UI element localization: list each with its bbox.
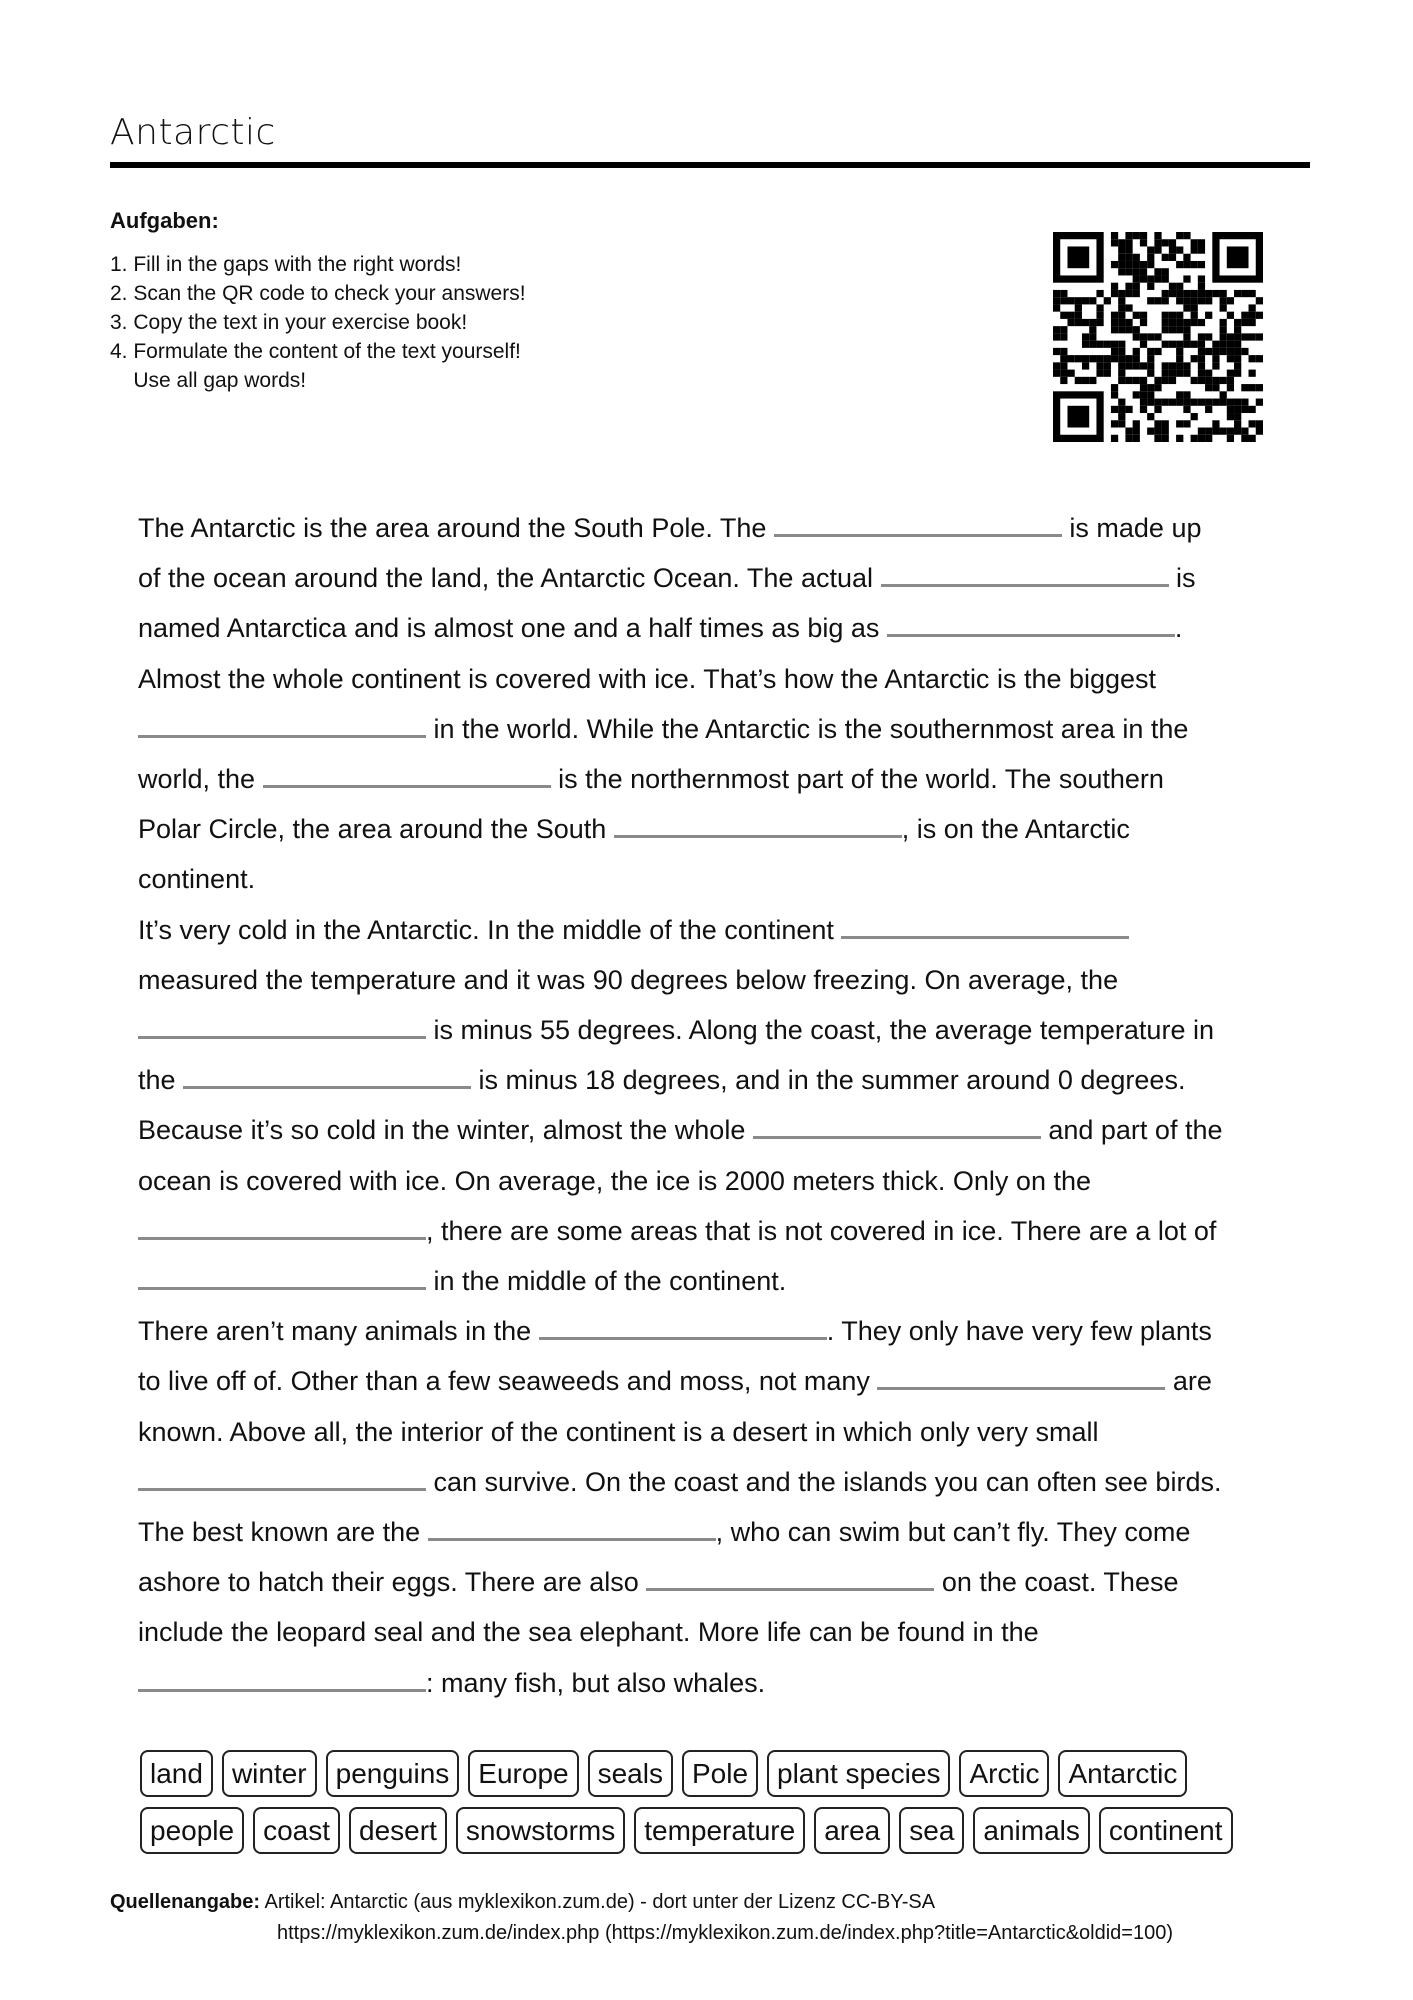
- qr-code-icon[interactable]: [1053, 232, 1263, 442]
- word-chip[interactable]: Europe: [468, 1750, 578, 1797]
- text-segment: continent.: [138, 864, 256, 895]
- text-segment: in the middle of the continent.: [426, 1266, 787, 1297]
- text-segment: to live off of. Other than a few seaweeds and moss, not many: [138, 1366, 878, 1397]
- gap-blank[interactable]: [539, 1315, 827, 1340]
- title-rule: [110, 162, 1310, 168]
- text-segment: , is on the Antarctic: [901, 814, 1130, 845]
- text-line: [138, 1356, 1288, 1406]
- text-segment: the: [138, 1065, 184, 1096]
- page-title: Antarctic: [110, 112, 276, 153]
- source-label: Quellenangabe:: [110, 1891, 261, 1913]
- text-segment: named Antarctica and is almost one and a half times as big as: [138, 613, 887, 644]
- text-segment: ashore to hatch their eggs. There are also: [138, 1567, 647, 1598]
- text-line: [138, 854, 1288, 904]
- text-line: [138, 1055, 1288, 1105]
- text-line: [138, 553, 1288, 603]
- gap-blank[interactable]: [614, 813, 902, 838]
- word-bank: [140, 1750, 1233, 1864]
- word-chip[interactable]: winter: [222, 1750, 317, 1797]
- task-item: Use all gap words!: [110, 369, 307, 392]
- text-line: [138, 1156, 1288, 1206]
- text-segment: in the world. While the Antarctic is the southernmost area in the: [426, 713, 1189, 744]
- text-line: [138, 754, 1288, 804]
- text-segment: ocean is covered with ice. On average, the ice is 2000 meters thick. Only on the: [138, 1165, 1091, 1196]
- text-line: [138, 1507, 1288, 1557]
- word-chip[interactable]: land: [140, 1750, 213, 1797]
- task-list: [110, 250, 526, 395]
- word-chip[interactable]: snowstorms: [456, 1807, 625, 1854]
- text-segment: can survive. On the coast and the islands you can often see birds.: [426, 1466, 1222, 1497]
- gap-blank[interactable]: [138, 1215, 426, 1240]
- text-segment: The best known are the: [138, 1517, 428, 1548]
- gap-blank[interactable]: [753, 1114, 1041, 1139]
- tasks-heading: Aufgaben:: [110, 208, 219, 233]
- gap-blank[interactable]: [263, 763, 551, 788]
- text-segment: and part of the: [1040, 1115, 1223, 1146]
- word-bank-row: [140, 1750, 1233, 1797]
- text-segment: . They only have very few plants: [826, 1316, 1212, 1347]
- text-segment: , there are some areas that is not covered in ice. There are a lot of: [426, 1215, 1217, 1246]
- source-line-2: https://myklexikon.zum.de/index.php (https://myklexikon.zum.de/index.php?title=Antarctic&oldid=100): [277, 1922, 1174, 1944]
- text-segment: on the coast. These: [934, 1567, 1179, 1598]
- text-segment: are: [1165, 1366, 1212, 1397]
- task-item: 2. Scan the QR code to check your answers!: [110, 282, 526, 305]
- text-segment: is minus 55 degrees. Along the coast, the average temperature in: [426, 1015, 1214, 1046]
- source-citation: [110, 1887, 1173, 1949]
- gap-blank[interactable]: [881, 562, 1169, 587]
- gap-blank[interactable]: [428, 1516, 716, 1541]
- word-chip[interactable]: Arctic: [959, 1750, 1049, 1797]
- text-segment: is the northernmost part of the world. The southern: [550, 764, 1164, 795]
- text-line: [138, 654, 1288, 704]
- text-segment: known. Above all, the interior of the continent is a desert in which only very small: [138, 1416, 1099, 1447]
- text-line: [138, 1206, 1288, 1256]
- word-bank-row: [140, 1807, 1233, 1854]
- word-chip[interactable]: people: [140, 1807, 244, 1854]
- text-line: [138, 704, 1288, 754]
- text-line: [138, 905, 1288, 955]
- source-line-1: Artikel: Antarctic (aus myklexikon.zum.de) - dort unter der Lizenz CC-BY-SA: [260, 1891, 936, 1913]
- gap-blank[interactable]: [138, 1667, 426, 1692]
- text-line: [138, 955, 1288, 1005]
- word-chip[interactable]: area: [814, 1807, 890, 1854]
- text-line: [138, 1557, 1288, 1607]
- text-segment: measured the temperature and it was 90 degrees below freezing. On average, the: [138, 964, 1119, 995]
- gap-blank[interactable]: [877, 1365, 1165, 1390]
- text-line: [138, 1607, 1288, 1657]
- task-item: 3. Copy the text in your exercise book!: [110, 311, 468, 334]
- text-line: [138, 1256, 1288, 1306]
- word-chip[interactable]: coast: [253, 1807, 340, 1854]
- text-segment: is: [1168, 563, 1196, 594]
- text-segment: is minus 18 degrees, and in the summer around 0 degrees.: [471, 1065, 1186, 1096]
- word-chip[interactable]: seals: [588, 1750, 673, 1797]
- gap-blank[interactable]: [774, 512, 1062, 537]
- word-chip[interactable]: penguins: [326, 1750, 460, 1797]
- gap-blank[interactable]: [646, 1566, 934, 1591]
- gap-blank[interactable]: [138, 713, 426, 738]
- text-segment: world, the: [138, 764, 263, 795]
- word-chip[interactable]: continent: [1099, 1807, 1233, 1854]
- text-segment: There aren’t many animals in the: [138, 1316, 539, 1347]
- word-chip[interactable]: Antarctic: [1058, 1750, 1187, 1797]
- text-line: [138, 1105, 1288, 1155]
- word-chip[interactable]: temperature: [634, 1807, 805, 1854]
- text-segment: .: [1174, 613, 1183, 644]
- text-line: [138, 603, 1288, 653]
- text-line: [138, 1457, 1288, 1507]
- text-segment: of the ocean around the land, the Antarctic Ocean. The actual: [138, 563, 881, 594]
- text-line: [138, 1005, 1288, 1055]
- word-chip[interactable]: sea: [899, 1807, 964, 1854]
- text-line: [138, 1306, 1288, 1356]
- text-segment: The Antarctic is the area around the South Pole. The: [138, 513, 774, 543]
- text-segment: Almost the whole continent is covered with ice. That’s how the Antarctic is the biggest: [138, 663, 1157, 694]
- word-chip[interactable]: Pole: [682, 1750, 758, 1797]
- cloze-text: [138, 503, 1288, 1708]
- text-segment: include the leopard seal and the sea elephant. More life can be found in the: [138, 1617, 1039, 1648]
- text-segment: It’s very cold in the Antarctic. In the middle of the continent: [138, 914, 842, 945]
- text-line: [138, 503, 1288, 553]
- text-segment: is made up: [1061, 513, 1202, 543]
- task-item: 4. Formulate the content of the text yourself!: [110, 340, 521, 363]
- gap-blank[interactable]: [841, 914, 1129, 939]
- word-chip[interactable]: animals: [973, 1807, 1089, 1854]
- gap-blank[interactable]: [138, 1265, 426, 1290]
- text-segment: Because it’s so cold in the winter, almost the whole: [138, 1115, 753, 1146]
- gap-blank[interactable]: [183, 1064, 471, 1089]
- gap-blank[interactable]: [138, 1014, 426, 1039]
- text-line: [138, 1407, 1288, 1457]
- gap-blank[interactable]: [887, 612, 1175, 637]
- text-line: [138, 1658, 1288, 1708]
- text-segment: Polar Circle, the area around the South: [138, 814, 614, 845]
- gap-blank[interactable]: [138, 1466, 426, 1491]
- text-segment: : many fish, but also whales.: [426, 1667, 766, 1698]
- text-line: [138, 804, 1288, 854]
- word-chip[interactable]: desert: [349, 1807, 447, 1854]
- task-item: 1. Fill in the gaps with the right words!: [110, 253, 462, 276]
- text-segment: , who can swim but can’t fly. They come: [715, 1517, 1191, 1548]
- word-chip[interactable]: plant species: [767, 1750, 950, 1797]
